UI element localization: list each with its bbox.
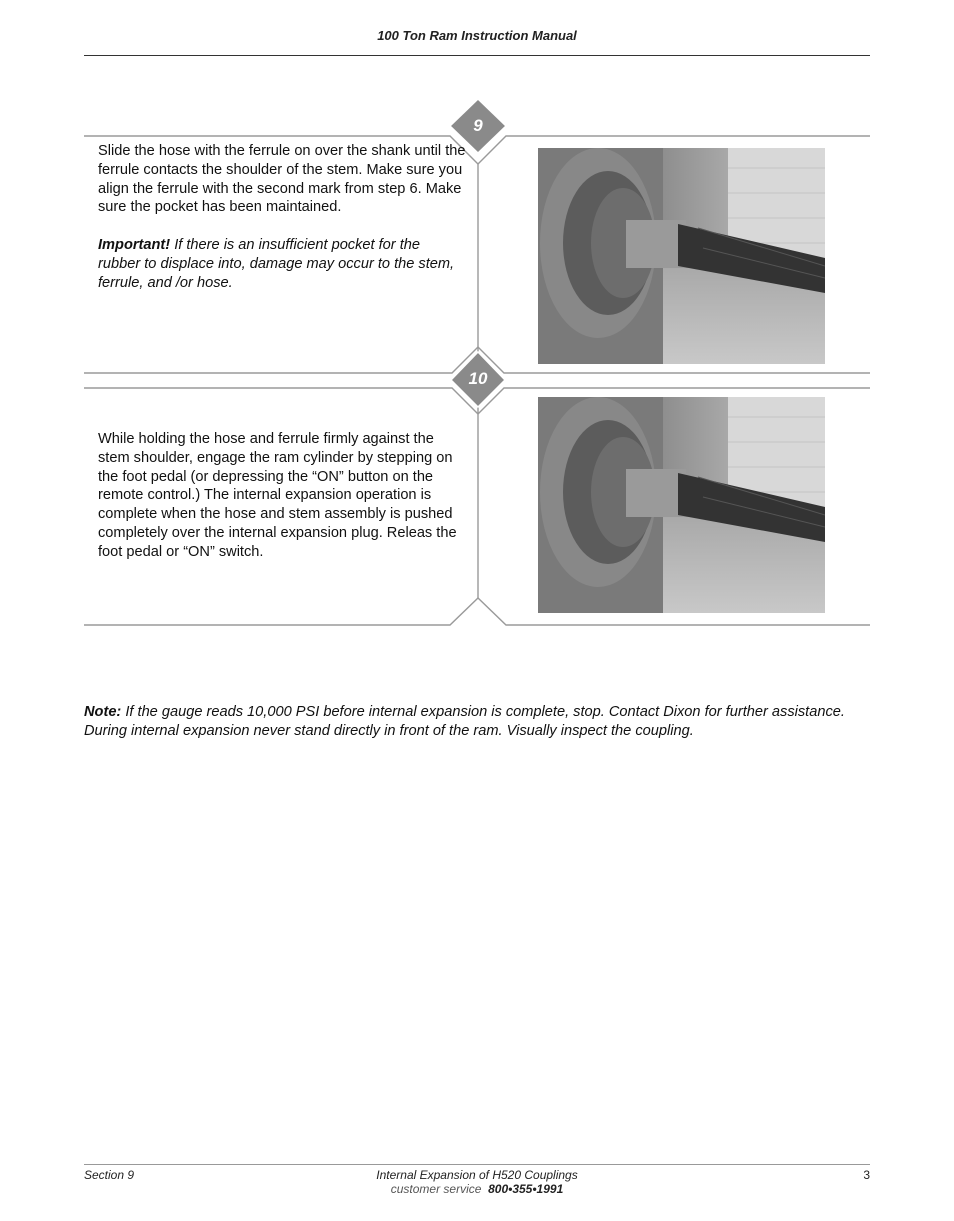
step-10-text: [98, 430, 466, 562]
note-label: Note:: [84, 704, 122, 720]
step-9-instruction: Slide the hose with the ferrule on over the shank until the ferrule contacts the shoulder of the stem. Make sure you align the ferrule with the second mark from step 6. Make sure the pocket has been maintained.: [98, 143, 466, 216]
important-label: Important!: [98, 237, 171, 254]
note-paragraph: [84, 703, 864, 741]
page-header-title: 100 Ton Ram Instruction Manual: [377, 28, 577, 43]
footer-section: Section 9: [84, 1168, 135, 1182]
step-9-photo: [538, 148, 825, 364]
footer-service-label: customer service: [390, 1182, 482, 1196]
important-text: If there is an insufficient pocket for the rubber to displace into, damage may occur to the stem, ferrule, and /or hose.: [98, 237, 455, 291]
footer-center: [0, 1168, 954, 1196]
footer-phone: 800•355•1991: [488, 1182, 564, 1196]
footer-doc-title: Internal Expansion of H520 Couplings: [376, 1168, 578, 1182]
footer-page-number: 3: [863, 1168, 870, 1182]
footer-rule: [84, 1164, 870, 1165]
step-9-important: [98, 236, 466, 292]
step-10-photo: [538, 397, 825, 613]
step-9-text: [98, 142, 466, 293]
note-text: If the gauge reads 10,000 PSI before internal expansion is complete, stop. Contact Dixon for further assistance. During internal expansion never stand directly in front of the ram. Visually inspect the coupling.: [84, 704, 845, 739]
step-10-instruction: While holding the hose and ferrule firmly against the stem shoulder, engage the ram cylinder by stepping on the foot pedal (or depressing the “ON” button on the remote control.) The internal expansion operation is complete when the hose and stem assembly is pushed completely over the internal expansion plug. Releas the foot pedal or “ON” switch.: [98, 431, 457, 560]
step-9-number: 9: [473, 116, 483, 135]
step-10-number: 10: [468, 369, 488, 388]
footer-customer-service: [0, 1182, 954, 1196]
